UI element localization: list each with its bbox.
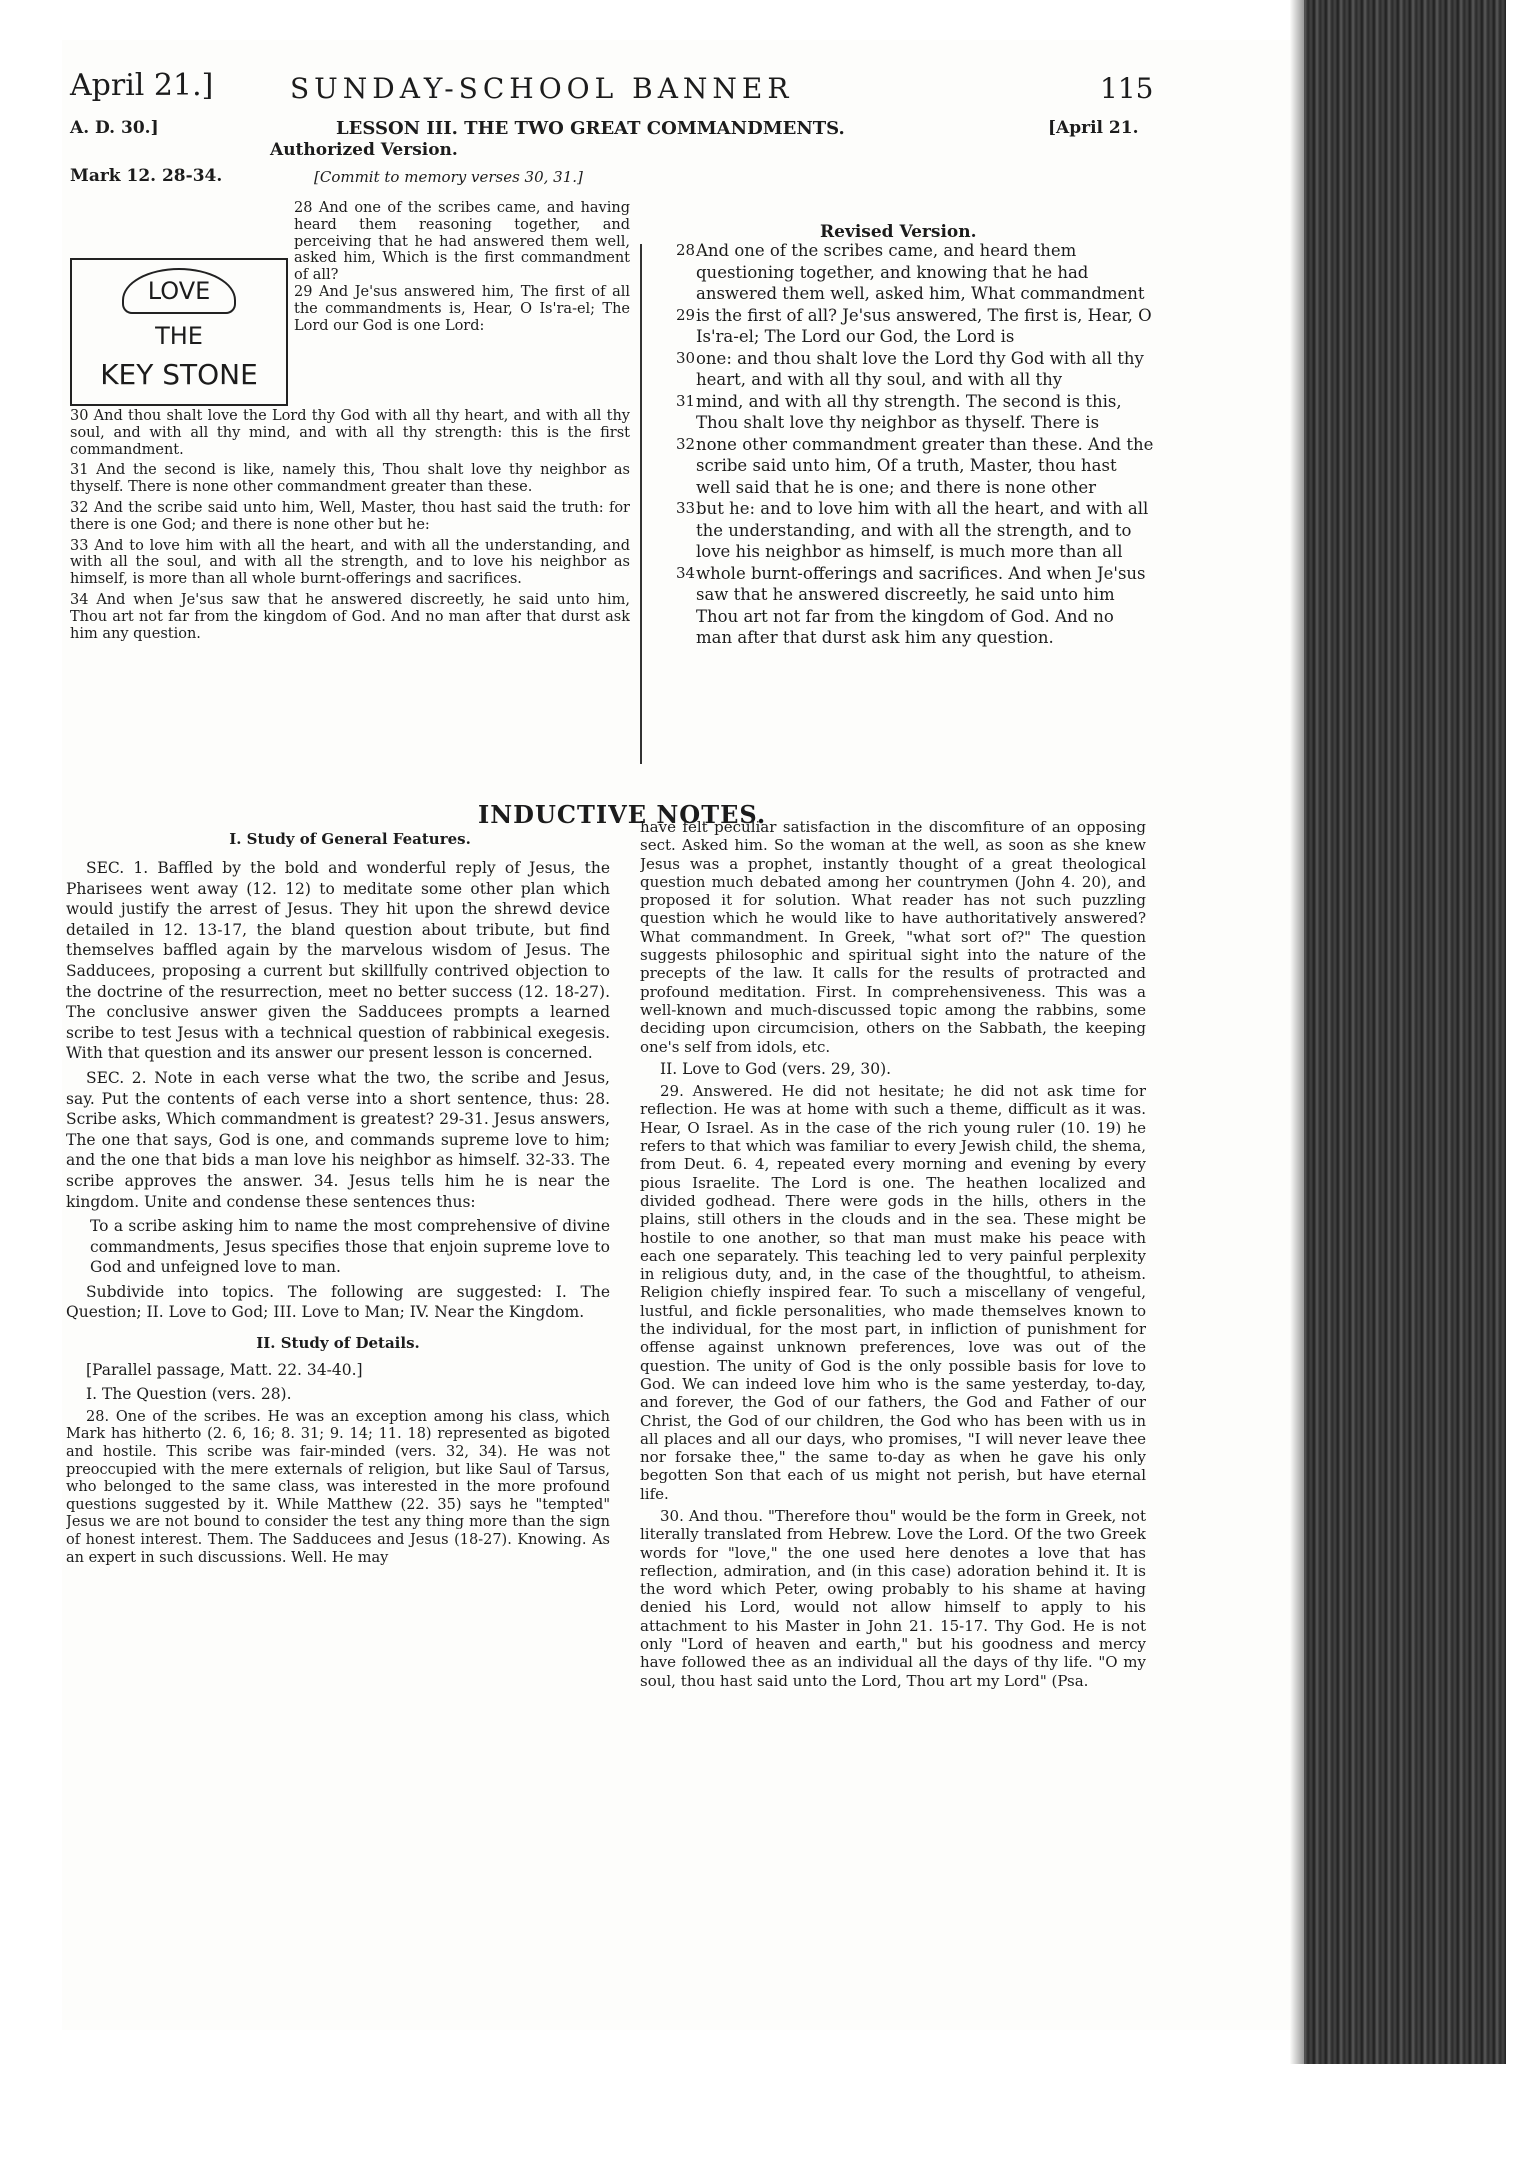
keystone-stone-label: KEY STONE xyxy=(100,358,258,391)
notes-paragraph: 29. Answered. He did not hesitate; he did not ask time for reflection. He was at home with such a theme, difficult as it was. Hear, O Israel. As in the case of the rich young ruler (10. 19) he refers to that which was familiar to every Jewish child, the shema, from Deut. 6. 4, repeated every morning and evening by every pious Israelite. The Lord is one. The heathen localized and divided godhead. There were gods in the hills, others in the plains, still others in the clouds and in the sea. These might be hostile to one another, so that man must make his peace with each one separately. This teaching led to very painful perplexity in religious duty, and, in the case of the thoughtful, to atheism. Religion chiefly inspired fear. To such a miscellany of vengeful, lustful, and fickle personalities, who made themselves known to the individual, for the most part, in infliction of punishment for offense against unknown preferences, love was out of the question. The unity of God is the only possible basis for love to God. We can indeed love him who is the same yesterday, to-day, and forever, the God of our fathers, the God and Father of our Christ, the God of our children, the God who has been with us in all places and all our days, who promises, "I will never leave thee nor forsake thee," the same to-day as when he gave his only begotten Son that each of us might not perish, but have eternal life. xyxy=(640,1082,1146,1503)
section-heading-general: I. Study of General Features. xyxy=(229,830,471,848)
rev-verse-text: mind, and with all thy strength. The second is this, Thou shalt love thy neighbor as thyself. There is xyxy=(696,391,1122,432)
authorized-version-heading: Authorized Version. xyxy=(270,140,458,160)
rev-verse-text: none other commandment greater than these. And the scribe said unto him, Of a truth, Master, thou hast well said that he is one; and there is none other xyxy=(696,434,1154,497)
lesson-title: LESSON III. THE TWO GREAT COMMANDMENTS. xyxy=(336,118,845,139)
rev-verse-number: 28 xyxy=(676,241,696,259)
notes-right-column xyxy=(640,818,1146,2010)
rev-verse-text: one: and thou shalt love the Lord thy God with all thy heart, and with all thy soul, and with all thy xyxy=(696,348,1144,389)
rev-verse-number: 29 xyxy=(676,305,696,324)
rev-verse-text: is the first of all? Je'sus answered, The first is, Hear, O Is'ra-el; The Lord our God, the Lord is xyxy=(696,305,1152,346)
rev-verse xyxy=(676,348,1154,391)
rev-verse xyxy=(676,305,1154,348)
auth-verse-30: 30 And thou shalt love the Lord thy God with all thy heart, and with all thy soul, and with all thy mind, and with all thy strength: this is the first commandment. xyxy=(70,408,630,458)
notes-paragraph: [Parallel passage, Matt. 22. 34-40.] xyxy=(86,1360,363,1379)
auth-verse-34: 34 And when Je'sus saw that he answered discreetly, he said unto him, Thou art not far from the kingdom of God. And no man after that durst ask him any question. xyxy=(70,591,630,642)
rev-verse-number: 33 xyxy=(676,499,696,517)
notes-paragraph: SEC. 2. Note in each verse what the two, the scribe and Jesus, say. Put the contents of each verse into a short sentence, thus: 28. Scribe asks, Which commandment is greatest? 29-31. Jesus answers, The one that says, God is one, and commands supreme love to him; and the one that bids a man love his neighbor as himself. 32-33. The scribe approves the answer. 34. Jesus tells him he is near the kingdom. Unite and condense these sentences thus: xyxy=(66,1068,610,1211)
rev-verse xyxy=(676,434,1154,499)
rev-verse xyxy=(676,498,1154,563)
rev-verse-number: 34 xyxy=(676,563,696,582)
section-heading-details: II. Study of Details. xyxy=(256,1334,420,1353)
auth-verse-28: 28 And one of the scribes came, and having heard them reasoning together, and perceiving that he had answered them well, asked him, Which is the first commandment of all? xyxy=(294,200,630,284)
notes-paragraph: 30. And thou. "Therefore thou" would be the form in Greek, not literally translated from Hebrew. Love the Lord. Of the two Greek words for "love," the one used here denotes a love that has reflection, admiration, and (in this case) adoration behind it. It is the word which Peter, owing probably to his shame at having denied his Lord, would not allow himself to apply to his attachment to his Master in John 21. 15-17. Thy God. He is not only "Lord of heaven and earth," but his goodness and mercy have followed thee as an individual all the days of thy life. "O my soul, thou hast said unto the Lord, Thou art my Lord" (Psa. xyxy=(640,1506,1146,1690)
keystone-the-label: THE xyxy=(155,322,203,350)
notes-paragraph: 28. One of the scribes. He was an exception among his class, which Mark has hitherto (2. 6, 16; 8. 31; 9. 14; 11. 18) represented as bigoted and hostile. This scribe was fair-minded (vers. 32, 34). He was not preoccupied with the mere externals of religion, but like Saul of Tarsus, who belonged to the same class, was interested in the more profound questions suggested by it. While Matthew (22. 35) says he "tempted" Jesus we are not bound to consider the test any thing more than the sign of honest interest. Them. The Sadducees and Jesus (18-27). Knowing. As an expert in such discussions. Well. He may xyxy=(66,1408,610,1566)
auth-verse-33: 33 And to love him with all the heart, and with all the understanding, and with all the soul, and with all the strength, and to love his neighbor as himself, is more than all whole burnt-offerings and sacrifices. xyxy=(70,537,630,588)
rev-verse-number: 31 xyxy=(676,391,696,410)
rev-verse xyxy=(676,563,1154,649)
authorized-version-text xyxy=(70,200,630,642)
rev-verse xyxy=(676,391,1154,434)
rev-verse-text: And one of the scribes came, and heard them questioning together, and knowing that he had answered them well, asked him, What commandment xyxy=(696,241,1145,303)
rev-verse-number: 32 xyxy=(676,434,696,453)
lesson-date: [April 21. xyxy=(1048,118,1139,138)
rev-verse-number: 30 xyxy=(676,348,696,367)
page-number: 115 xyxy=(1100,72,1154,105)
scripture-reference: Mark 12. 28-34. xyxy=(70,166,223,186)
auth-verse-29: 29 And Je'sus answered him, The first of all the commandments is, Hear, O Is'ra-el; The Lord our God is one Lord: xyxy=(294,283,630,334)
rev-verse-text: but he: and to love him with all the heart, and with all the understanding, and with all the strength, and to love his neighbor as himself, is much more than all xyxy=(696,499,1149,561)
revised-version-text xyxy=(676,240,1154,649)
notes-summary: To a scribe asking him to name the most comprehensive of divine commandments, Jesus specifies those that enjoin supreme love to God and unfeigned love to man. xyxy=(90,1217,610,1277)
rev-verse-text: whole burnt-offerings and sacrifices. And when Je'sus saw that he answered discreetly, he said unto him Thou art not far from the kingdom of God. And no man after that durst ask him any question. xyxy=(696,563,1146,647)
notes-left-column xyxy=(66,858,610,2176)
lesson-year: A. D. 30.] xyxy=(70,118,159,138)
notes-subheading: II. Love to God (vers. 29, 30). xyxy=(660,1059,892,1078)
running-head-title: SUNDAY-SCHOOL BANNER xyxy=(290,72,794,105)
column-divider xyxy=(640,244,642,764)
keystone-love-label: LOVE xyxy=(122,268,236,314)
auth-verse-32: 32 And the scribe said unto him, Well, Master, thou hast said the truth: for there is one God; and there is none other but he: xyxy=(70,499,630,533)
notes-paragraph: I. The Question (vers. 28). xyxy=(86,1385,292,1404)
notes-paragraph: Subdivide into topics. The following are suggested: I. The Question; II. Love to God; III. Love to Man; IV. Near the Kingdom. xyxy=(66,1282,610,1322)
book-page-edges xyxy=(1296,0,1536,2064)
revised-version-heading: Revised Version. xyxy=(820,222,977,242)
notes-paragraph: have felt peculiar satisfaction in the discomfiture of an opposing sect. Asked him. So the woman at the well, as soon as she knew Jesus was a prophet, instantly thought of a great theological question much debated among her countrymen (John 4. 20), and proposed it for solution. What reader has not such puzzling question which he would like to have authoritatively answered? What commandment. In Greek, "what sort of?" The question suggests philosophic and spiritual sight into the nature of the precepts of the law. It calls for the results of protracted and profound meditation. First. In comprehensiveness. This was a well-known and much-discussed topic among the rabbins, some deciding upon circumcision, others on the Sabbath, the keeping one's self from idols, etc. xyxy=(640,818,1146,1056)
inductive-notes-title: INDUCTIVE NOTES. xyxy=(478,800,767,829)
memory-verses-note: [Commit to memory verses 30, 31.] xyxy=(314,168,583,186)
rev-verse xyxy=(676,240,1154,305)
notes-paragraph: SEC. 1. Baffled by the bold and wonderful reply of Jesus, the Pharisees went away (12. 12) to meditate some other plan which would justify the arrest of Jesus. They hit upon the shrewd device detailed in 12. 13-17, the bland question about tribute, but find themselves baffled again by the marvelous wisdom of Jesus. The Sadducees, proposing a current but skillfully contrived objection to the doctrine of the resurrection, meet no better success (12. 18-27). The conclusive answer given the Sadducees prompts a learned scribe to test Jesus with a technical question of rabbinical exegesis. With that question and its answer our present lesson is concerned. xyxy=(66,859,610,1063)
auth-verse-31: 31 And the second is like, namely this, Thou shalt love thy neighbor as thyself. There is none other commandment greater than these. xyxy=(70,462,630,496)
running-head-date: April 21.] xyxy=(70,68,214,103)
